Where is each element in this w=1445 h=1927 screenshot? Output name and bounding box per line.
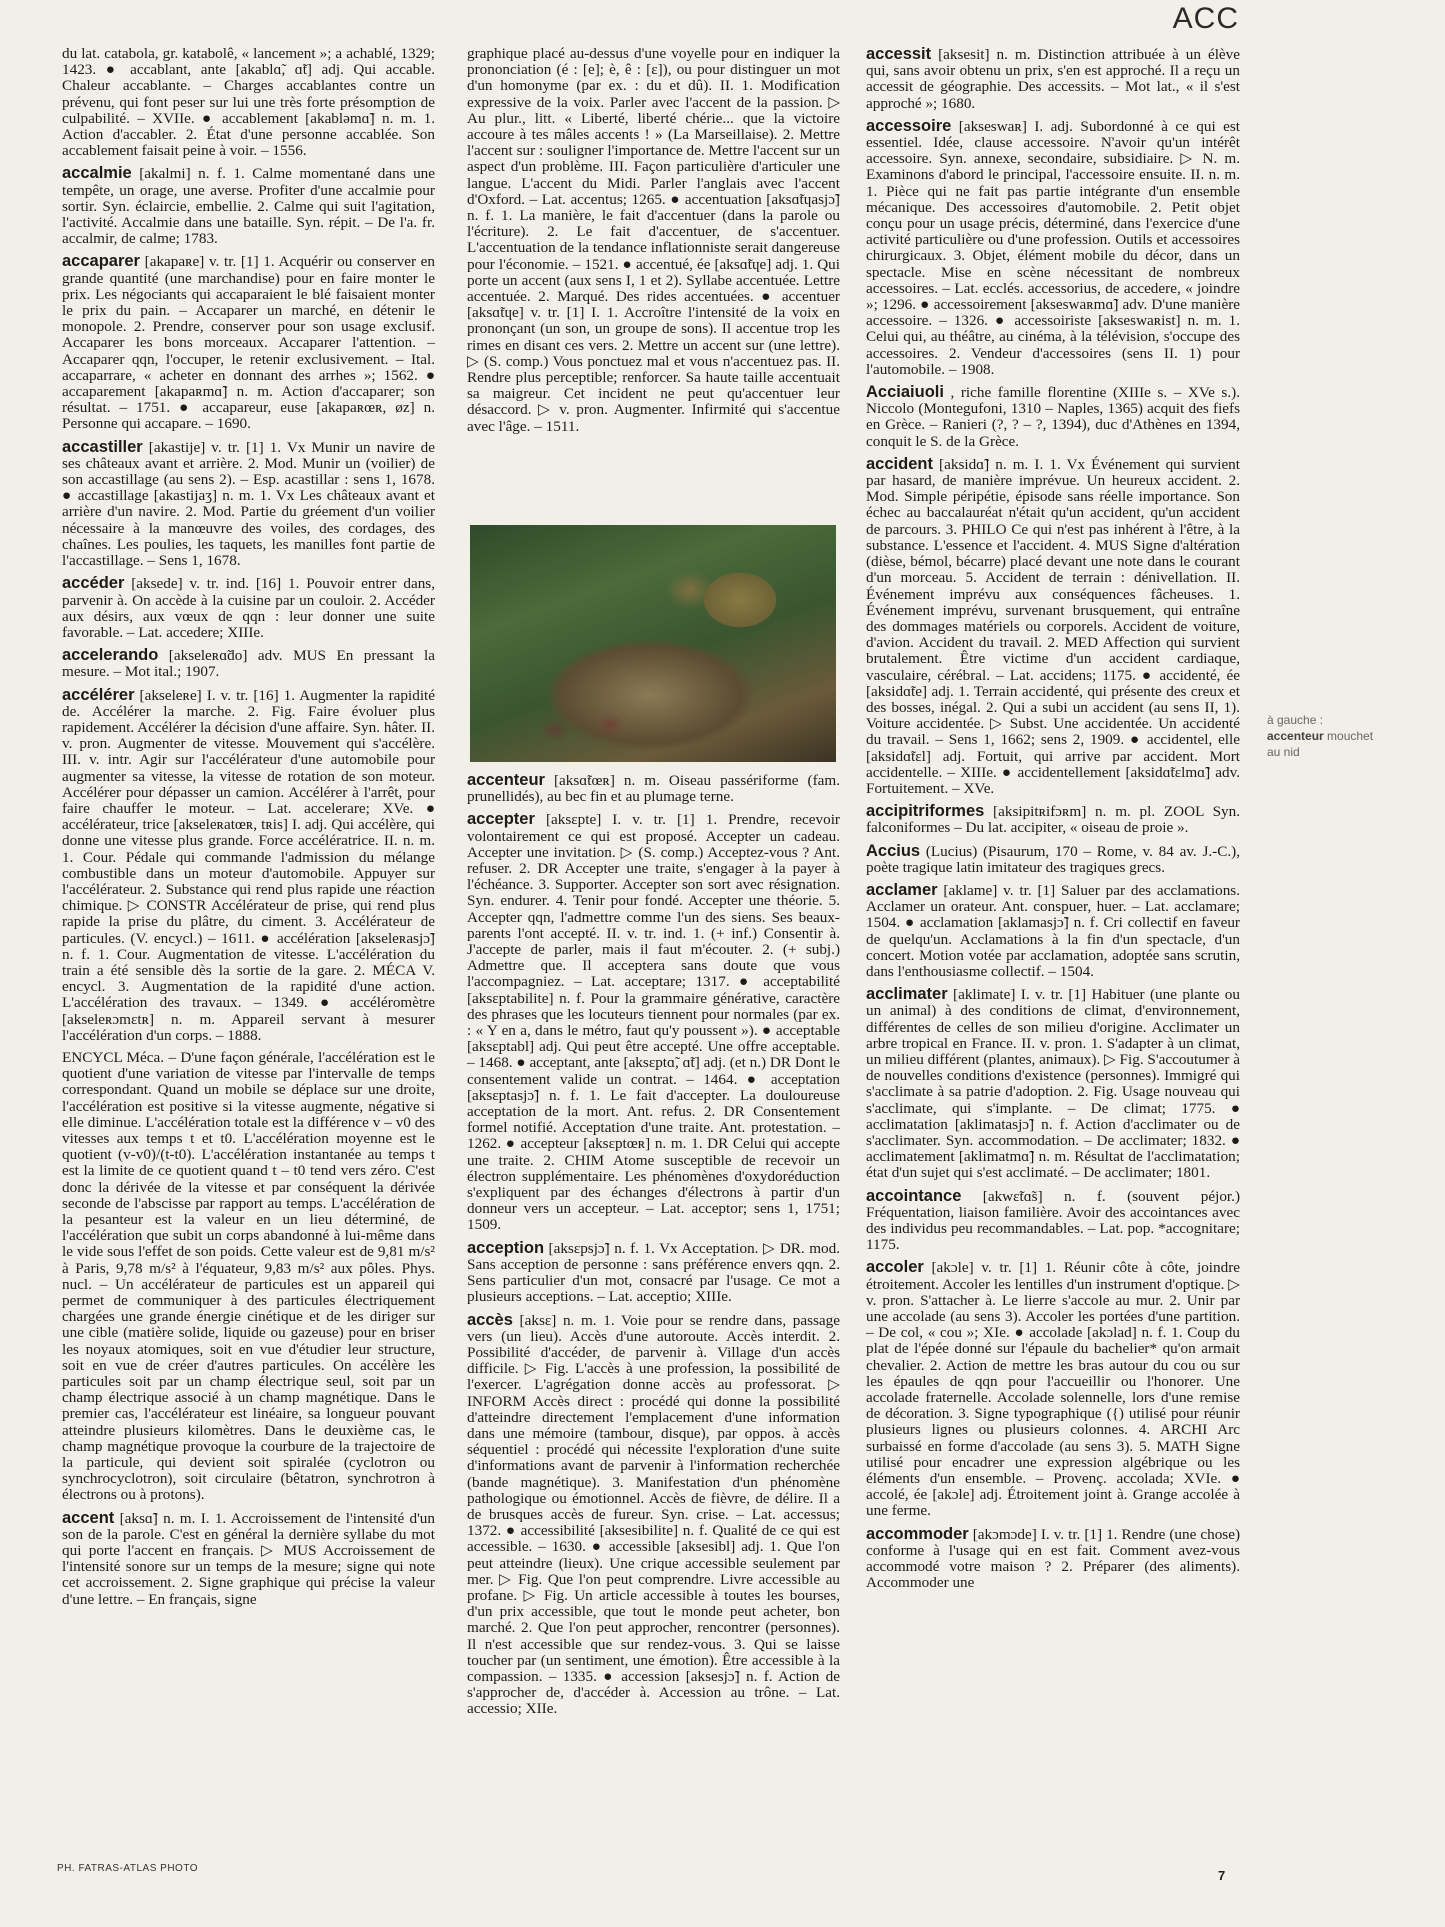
dictionary-entry: [467, 811, 840, 1233]
entry-definition: [aksidɑ̃] n. m. I. 1. Vx Événement qui survient par hasard, de manière imprévue. Un heureux accident. 2. Mod. Simple péripétie, épisode sans réelle importance. Son échec au baccalauréat n'était qu'un accident, qu'un accident de parcours. 3. PHILO Ce qui n'est pas inhérent à l'être, à la substance. L'essence et l'accident. 4. MUS Signe d'altération (dièse, bémol, bécarre) placé devant une note dans le courant d'un morceau. 5. Accident de terrain : dénivellation. II. Événement imprévu aux conséquences fâcheuses. 1. Événement imprévu, survenant brusquement, qui entraîne des dommages matériels ou corporels. Accident de voiture, d'avion. Accident du travail. 2. MED Affection qui survient brutalement. Être victime d'un accident cardiaque, vasculaire, cérébral. – Lat. accidens; 1175. ● accidenté, ée [aksidɑ̃te] adj. 1. Terrain accidenté, qui présente des creux et des bosses, inégal. 2. Qui a subi un accident (au sens II, 1). Voiture accidentée. ▷ Subst. Une accidentée. Un accidenté du travail. – Sens 1, 1662; sens 2, 1909. ● accidentel, elle [aksidɑ̃tɛl] adj. Fortuit, qui arrive par accident. Mort accidentelle. – XIIIe. ● accidentellement [aksidɑ̃tɛlmɑ̃] adv. Fortuitement. – XVe.: [866, 455, 1240, 797]
entry-headword: accommoder: [866, 1524, 969, 1543]
entry-definition: [akseswaʀ] I. adj. Subordonné à ce qui est essentiel. Idée, clause accessoire. N'avoir qu'un intérêt accessoire. Syn. annexe, secondaire, subsidiaire. ▷ N. m. Examinons d'abord le principal, l'accessoire ensuite. II. n. m. 1. Pièce qui ne fait pas partie intégrante d'un ensemble mécanique. Des accessoires d'automobile. 2. Petit objet conçu pour un usage précis, déterminé, dans l'exercice d'une activité particulière ou d'une profession. Outils et accessoires chirurgicaux. 3. Objet, élément mobile du décor, dans un spectacle. Mise en scène nécessitant de nombreux accessoires. – Lat. ecclés. accessorius, de accedere, « joindre »; 1296. ● accessoirement [akseswaʀmɑ̃] adv. D'une manière accessoire. – 1326. ● accessoiriste [akseswaʀist] n. m. 1. Celui qui, au théâtre, au cinéma, à la télévision, s'occupe des accessoires. 2. Vendeur d'accessoires (sens II. 1) pour l'automobile. – 1908.: [866, 117, 1240, 378]
entry-headword: accepter: [467, 810, 535, 829]
entry-headword: accès: [467, 1310, 513, 1329]
entry-headword: accident: [866, 454, 933, 473]
dictionary-entry: [62, 575, 435, 641]
dictionary-entry: [467, 1240, 840, 1306]
dictionary-entry: [866, 1259, 1240, 1519]
dictionary-entry: [866, 456, 1240, 797]
entry-definition: [akwɛ̃tɑ̃s] n. f. (souvent péjor.) Fréquentation, liaison familière. Avoir des accointances avec des individus peu recommandables. – Lat. pop. *accognitare; 1175.: [866, 1187, 1241, 1254]
entry-headword: accessoire: [866, 116, 952, 135]
entry-headword: accelerando: [62, 646, 159, 665]
entry-definition: [akastije] v. tr. [1] 1. Vx Munir un navire de ses châteaux avant et arrière. 2. Mod. Munir un (voilier) de son accastillage (au sens 2). – Esp. acastillar : sens 1, 1678. ● accastillage [akastijaʒ] n. m. 1. Vx Les châteaux avant et arrière d'un navire. 2. Mod. Partie du gréement d'un voilier nécessaire à la manœuvre des voiles, des cordages, des chaînes. Les poulies, les taquets, les manilles font partie de l'accastillage. – Sens 1, 1678.: [62, 438, 435, 570]
photo-caption: [1267, 712, 1417, 760]
entry-headword: acception: [467, 1238, 545, 1257]
entry-definition: [aklimate] I. v. tr. [1] Habituer (une plante ou un animal) à des conditions de climat, d'environnement, différentes de celles de son milieu d'origine. Acclimater un arbre tropical en France. II. v. pron. 1. S'adapter à un climat, un milieu différent (plantes, animaux). ▷ Fig. S'accoutumer à de nouvelles conditions d'existence (personnes). Immigré qui s'acclimate à sa patrie d'adoption. 2. Fig. Usage nouveau qui s'acclimate, qui s'implante. – De climat; 1775. ● acclimatation [aklimatasjɔ̃] n. f. Action d'acclimater ou de s'acclimater. Syn. accommodation. – De acclimater; 1832. ● acclimatement [aklimatmɑ̃] n. m. Résultat de l'acclimatation; état d'un sujet qui s'est acclimaté. – De acclimater; 1801.: [866, 986, 1240, 1182]
entry-definition: graphique placé au-dessus d'une voyelle pour en indiquer la prononciation (é : [e]; è, ê : [ɛ]), ou pour distinguer un mot d'un homonyme (par ex. : du et dû). II. 1. Modification expressive de la voix. Parler avec l'accent de la passion. ▷ Au plur., litt. « Liberté, liberté chérie... que la victoire accoure à tes mâles accents ! » (La Marseillaise). 2. Mettre l'accent sur : souligner l'importance de. Mettre l'accent sur un aspect d'un problème. III. Façon particulière d'articuler une langue. L'accent du Midi. Parler l'anglais avec l'accent d'Oxford. – Lat. accentus; 1265. ● accentuation [aksɑ̃tɥasjɔ̃] n. f. 1. La manière, le fait d'accentuer (dans la parole ou l'écriture). 2. Le fait d'accentuer, de s'accentuer. L'accentuation de la tendance inflationniste serait dangereuse pour l'économie. – 1521. ● accentué, ée [aksɑ̃tɥe] adj. 1. Qui porte un accent (aux sens I, 1 et 2). Syllabe accentuée. Lettre accentuée. 2. Marqué. Des rides accentuées. ● accentuer [aksɑ̃tɥe] v. tr. [1] I. 1. Accroître l'intensité de la voix en prononçant (un son, un groupe de sons). Il accentue trop les rimes en disant ces vers. 2. Mettre un accent sur (une lettre). ▷ (S. comp.) Vous ponctuez mal et vous n'accentuez pas. II. Rendre plus perceptible; renforcer. Sa haute taille accentuait sa maigreur. Cet incident ne peut qu'accentuer leur désaccord. ▷ v. pron. Augmenter. Infirmité qui s'accentue avec l'âge. – 1511.: [467, 45, 840, 435]
bird-nest-photo: [470, 525, 836, 762]
dictionary-entry: [62, 46, 435, 159]
entry-definition: [akɔmɔde] I. v. tr. [1] 1. Rendre (une chose) conforme à l'usage qui en est fait. Comment avez-vous accommodé votre maison ? 2. Préparer (des aliments). Accommoder une: [866, 1525, 1240, 1592]
entry-headword: acclamer: [866, 880, 938, 899]
entry-headword: accipitriformes: [866, 802, 985, 821]
entry-headword: accent: [62, 1508, 115, 1527]
dictionary-entry: [62, 687, 435, 1044]
column-middle: [467, 46, 840, 441]
entry-headword: accalmie: [62, 164, 132, 183]
dictionary-entry: [866, 986, 1240, 1181]
entry-definition: [aksɛ] n. m. 1. Voie pour se rendre dans, passage vers (un lieu). Accès d'une autoroute. Accès interdit. 2. Possibilité d'accéder, de parvenir à. Village d'un accès difficile. ▷ Fig. L'accès à une profession, la possibilité de l'exercer. L'agrégation donne accès au professorat. ▷ INFORM Accès direct : procédé qui donne la possibilité d'atteindre directement l'emplacement d'une information dans une mémoire (tambour, disque), par oppos. à accès séquentiel : procédé qui nécessite l'exploration d'une suite d'informations avant de parvenir à l'information recherchée (bande magnétique). 3. Manifestation d'un phénomène pathologique ou émotionnel. Accès de fièvre, de délire. Il a de brusques accès de fureur. Syn. crise. – Lat. accessus; 1372. ● accessibilité [aksesibilite] n. f. Qualité de ce qui est accessible. – 1630. ● accessible [aksesibl] adj. 1. Que l'on peut atteindre (lieux). Une crique accessible seulement par mer. ▷ Fig. Que l'on peut comprendre. Livre accessible au profane. ▷ Fig. Un article accessible à toutes les bourses, d'un prix accessible, que tout le monde peut acheter, bon marché. 2. Que l'on peut approcher, rencontrer (personnes). Il n'est accessible que sur rendez-vous. 3. Qui se laisse toucher par (un sentiment, une émotion). Être accessible à la compassion. – 1335. ● accession [aksesjɔ̃] n. f. Action de s'approcher de, d'accéder à. Accession au trône. – Lat. accessio; XIIe.: [467, 1311, 840, 1718]
dictionary-entry: [866, 46, 1240, 112]
entry-definition: [aksɑ̃] n. m. I. 1. Accroissement de l'intensité d'un son de la parole. C'est en général la dernière syllabe du mot qui porte l'accent en français. ▷ MUS Accroissement de l'intensité sonore sur un temps de la mesure; signe qui note cet accroissement. 2. Signe graphique qui précise la valeur d'une lettre. – En français, signe: [62, 1509, 435, 1608]
dictionary-entry: [62, 1510, 435, 1608]
dictionary-entry: [467, 46, 840, 435]
entry-definition: [akɔle] v. tr. [1] 1. Réunir côte à côte, joindre étroitement. Accoler les lentilles d'un instrument d'optique. ▷ v. pron. S'attacher à. Le lierre s'accole au mur. 2. Unir par une accolade (au sens 3). Accoler les portées d'une partition. – De col, « cou »; XIe. ● accolade [akɔlad] n. f. 1. Coup du plat de l'épée donné sur l'épaule du bachelier* qu'on armait chevalier. 2. Action de mettre les bras autour du cou ou sur les épaules de qqn pour l'accueillir ou l'honorer. Une accolade fraternelle. Accolade solennelle, lors d'une remise de décoration. 3. Signe typographique ({) utilisé pour réunir plusieurs lignes ou plusieurs colonnes. 4. ARCHI Arc surbaissé en forme d'accolade (au sens 3). 5. MATH Signe utilisé pour encadrer une expression algébrique ou les éléments d'un ensemble. – Provenç. accolada; XVIe. ● accolé, ée [akɔle] adj. Étroitement joint à. Grange accolée à une ferme.: [866, 1259, 1241, 1520]
dictionary-entry: [866, 1188, 1240, 1254]
entry-definition: [akalmi] n. f. 1. Calme momentané dans une tempête, un orage, une averse. Profiter d'une accalmie pour sortir. Syn. éclaircie, embellie. 2. Calme qui suit l'agitation, l'activité. Accalmie dans une bataille. Syn. répit. – De l'a. fr. accalmir, de calme; 1783.: [62, 165, 436, 248]
entry-headword: accéder: [62, 574, 125, 593]
entry-definition: [aksɛpte] I. v. tr. [1] 1. Prendre, recevoir volontairement ce qui est proposé. Accepter un cadeau. Accepter une invitation. ▷ (S. comp.) Acceptez-vous ? Ant. refuser. 2. DR Accepter une traite, s'engager à la payer à l'échéance. 3. Supporter. Accepter son sort avec résignation. Syn. endurer. 4. Tenir pour fondé. Accepter une théorie. 5. Accepter qqn, l'admettre comme l'un des siens. Ses beaux-parents l'ont accepté. II. v. tr. ind. 1. (+ inf.) Consentir à. J'accepte de parler, mais il faut m'écouter. 2. (+ subj.) Admettre que. Il acceptera sans doute que vous l'accompagniez. – Lat. acceptare; 1317. ● acceptabilité [aksɛptabilite] n. f. Pour la grammaire générative, caractère des phrases que les locuteurs tiennent pour normales (par ex. : « Y en a, dans le métro, faut qu'y poussent »). ● acceptable [aksɛptabl] adj. Qui peut être accepté. Une offre acceptable. – 1468. ● acceptant, ante [aksɛptɑ̃, ɑ̃t] adj. (et n.) DR Dont le consentement valide un contrat. – 1464. ● acceptation [aksɛptasjɔ̃] n. f. 1. Le fait d'accepter. La douloureuse acceptation de la mort. Ant. refus. 2. DR Consentement formel notifié. Acceptation d'une traite. Ant. protestation. – 1262. ● accepteur [aksɛptœʀ] n. m. 1. DR Celui qui accepte une traite. 2. CHIM Atome susceptible de recevoir un électron supplémentaire. Les phénomènes d'oxydoréduction s'expliquent par des échanges d'électrons à partir d'un donneur vers un accepteur. – Lat. acceptor; sens 1, 1751; 1509.: [467, 811, 840, 1234]
entry-definition: [aksede] v. tr. ind. [16] 1. Pouvoir entrer dans, parvenir à. On accède à la cuisine par un couloir. 2. Accéder aux désirs, aux vœux de qqn : leur donner une suite favorable. – Lat. accedere; XIIIe.: [62, 575, 436, 641]
dictionary-entry: [62, 647, 435, 680]
dictionary-entry: [467, 772, 840, 805]
dictionary-entry: [62, 1050, 435, 1504]
dictionary-entry: [866, 803, 1240, 836]
entry-headword: accoler: [866, 1258, 924, 1277]
entry-headword: Acciaiuoli: [866, 383, 944, 402]
caption-line: à gauche :: [1267, 713, 1324, 727]
entry-headword: accessit: [866, 45, 932, 63]
dictionary-entry: [866, 843, 1240, 876]
dictionary-entry: [866, 1526, 1240, 1592]
dictionary-entry: [62, 253, 435, 432]
column-left: [62, 46, 435, 1614]
entry-headword: accointance: [866, 1186, 962, 1205]
entry-headword: accélérer: [62, 685, 135, 704]
caption-line: au nid: [1267, 745, 1300, 759]
dictionary-entry: [866, 882, 1240, 980]
entry-definition: [aksesit] n. m. Distinction attribuée à un élève qui, sans avoir obtenu un prix, s'en est approché. Il a reçu un accessit de géographie. Des accessits. – Mot lat., « il s'est approché »; 1680.: [866, 46, 1241, 112]
entry-definition: [akapaʀe] v. tr. [1] 1. Acquérir ou conserver en grande quantité (une marchandise) pour en faire monter le prix. Les négociants qui accaparaient le blé faisaient monter le prix du pain. – Accaparer un marché, en détenir le monopole. 2. Prendre, conserver pour son usage exclusif. Accaparer les bons morceaux. Accaparer l'attention. – Accaparer qqn, l'occuper, le retenir exclusivement. – Ital. accaparrare, « acheter en donnant des arrhes »; 1562. ● accaparement [akapaʀmɑ̃] n. m. Action d'accaparer; son résultat. – 1751. ● accapareur, euse [akapaʀœʀ, øz] n. Personne qui accapare. – 1690.: [62, 253, 435, 433]
photo-credit: PH. FATRAS-ATLAS PHOTO: [57, 1863, 199, 1874]
entry-definition: [aklame] v. tr. [1] Saluer par des acclamations. Acclamer un orateur. Ant. conspuer, huer. – Lat. acclamare; 1504. ● acclamation [aklamasjɔ̃] n. f. Cri collectif en faveur de quelqu'un. Acclamations à la fin d'un spectacle, d'un concert. Motion votée par acclamation, adoptée sans scrutin, dans l'enthousiasme collectif. – 1504.: [866, 881, 1240, 980]
page-number: 7: [1218, 1868, 1226, 1883]
guide-word: ACC: [1172, 2, 1239, 35]
entry-headword: Accius: [866, 841, 921, 860]
entry-definition: [akseleʀɑ̃do] adv. MUS En pressant la mesure. – Mot ital.; 1907.: [62, 647, 436, 681]
entry-definition: ENCYCL Méca. – D'une façon générale, l'accélération est le quotient d'une variation de vitesse par l'intervalle de temps correspondant. Quand un mobile se déplace sur une droite, l'accélération est positive si la vitesse augmente, négative si elle diminue. L'accélération totale est la différence v – v0 des vitesses aux temps t et t0. L'accélération moyenne est le quotient (v-v0)/(t-t0). L'accélération instantanée au temps t est la limite de ce quotient quand t – t0 tend vers zéro. C'est donc la dérivée de la vitesse et par conséquent la dérivée seconde de l'abscisse par rapport au temps. L'accélération de la pesanteur est la valeur en un lieu déterminé, de l'accélération que subit un corps abandonné à lui-même dans le vide sous l'effet de son poids. Cette valeur est de 9,81 m/s² à Paris, 9,78 m/s² à l'équateur, 9,83 m/s² aux pôles. Phys. nucl. – Un accélérateur de particules est un appareil qui permet de communiquer à des particules électriquement chargées une grande énergie cinétique et de les diriger sur une cible (matière solide, liquide ou gazeuse) pour en briser les noyaux atomiques, soit en vue d'étudier leur structure, soit en vue de créer d'autres particules. On accélère les particules soit par un champ électrique seul, soit par un champ électrique associé à un champ magnétique. Dans le premier cas, l'accélérateur est linéaire, sa longueur pouvant atteindre plusieurs kilomètres. Dans le deuxième cas, le champ magnétique provoque la courbure de la trajectoire de la particule, qui devient soit spiralée (cyclotron ou synchrocyclotron), soit circulaire (bêtatron, synchrotron à électrons ou à protons).: [62, 1048, 435, 1504]
column-right: [866, 46, 1240, 1597]
entry-definition: [akseleʀe] I. v. tr. [16] 1. Augmenter la rapidité de. Accélérer la marche. 2. Fig. Faire évoluer plus rapidement. Accélérer la décision d'une affaire. Syn. hâter. II. v. pron. Augmenter de vitesse. Mouvement qui s'accélère. III. v. intr. Agir sur l'accélérateur d'une automobile pour augmenter sa vitesse, la vitesse de rotation de son moteur. Accélérer pour dépasser un camion. Accélérer à l'arrêt, pour faire chauffer le moteur. – Lat. accelerare; XVe. ● accélérateur, trice [akseleʀatœʀ, tʀis] I. adj. Qui accélère, qui donne une vitesse plus grande. Force accélératrice. II. n. m. 1. Cour. Pédale qui commande l'admission du mélange combustible dans un moteur d'automobile. Appuyer sur l'accélérateur. 2. Substance qui rend plus rapide une réaction chimique. ▷ CONSTR Accélérateur de prise, qui rend plus rapide la prise du plâtre, du ciment. 3. Accélérateur de particules. (V. encycl.) – 1611. ● accélération [akseleʀasjɔ̃] n. f. 1. Cour. Augmentation de vitesse. L'accélération du train a été sensible dès la sortie de la gare. 2. MÉCA V. encycl. 3. Augmentation de la rapidité d'une action. L'accélération des travaux. – 1349. ● accéléromètre [akseleʀɔmɛtʀ] n. m. Appareil servant à mesurer l'accélération d'un corps. – 1888.: [62, 686, 435, 1044]
dictionary-entry: [866, 384, 1240, 450]
caption-term-suffix: mouchet: [1323, 729, 1374, 743]
entry-headword: accenteur: [467, 771, 545, 789]
entry-definition: [aksɛpsjɔ̃] n. f. 1. Vx Acceptation. ▷ DR. mod. Sans acception de personne : sans préférence envers qqn. 2. Sens particulier d'un mot, consacré par l'usage. Ce mot a plusieurs acceptions. – Lat. acceptio; XIIIe.: [467, 1239, 841, 1306]
dictionary-entry: [866, 118, 1240, 378]
dictionary-entry: [62, 439, 435, 570]
entry-definition: , riche famille florentine (XIIIe s. – XVe s.). Niccolo (Montegufoni, 1310 – Naples, 1365) acquit des fiefs en Grèce. – Ranieri (?, ? – ?, 1394), duc d'Athènes en 1394, conquit le S. de la Grèce.: [866, 384, 1240, 450]
entry-definition: [aksɑ̃tœʀ] n. m. Oiseau passériforme (fam. prunellidés), au bec fin et au plumage terne.: [467, 772, 840, 806]
entry-headword: acclimater: [866, 985, 948, 1004]
entry-headword: accastiller: [62, 437, 143, 456]
entry-definition: [aksipitʀifɔʀm] n. m. pl. ZOOL Syn. falconiformes – Du lat. accipiter, « oiseau de proie ».: [866, 803, 1240, 837]
entry-definition: du lat. catabola, gr. katabolê, « lancement »; a achablé, 1329; 1423. ● accablant, ante [akablɑ̃, ɑ̃t] adj. Qui accable. Chaleur accablante. – Charges accablantes contre un prévenu, qui font peser sur lui une très forte présomption de culpabilité. – XVIIe. ● accablement [akabləmɑ̃] n. m. 1. Action d'accabler. 2. État d'une personne accablée. Son accablement faisait peine à voir. – 1556.: [62, 45, 435, 160]
entry-headword: accaparer: [62, 252, 140, 271]
dictionary-entry: [467, 1312, 840, 1718]
caption-bold-term: accenteur: [1267, 729, 1324, 743]
column-middle-lower: [467, 772, 840, 1724]
dictionary-entry: [62, 165, 435, 247]
entry-definition: (Lucius) (Pisaurum, 170 – Rome, v. 84 av. J.-C.), poète tragique latin imitateur des tragiques grecs.: [866, 842, 1240, 876]
caption-line: [1267, 728, 1417, 744]
